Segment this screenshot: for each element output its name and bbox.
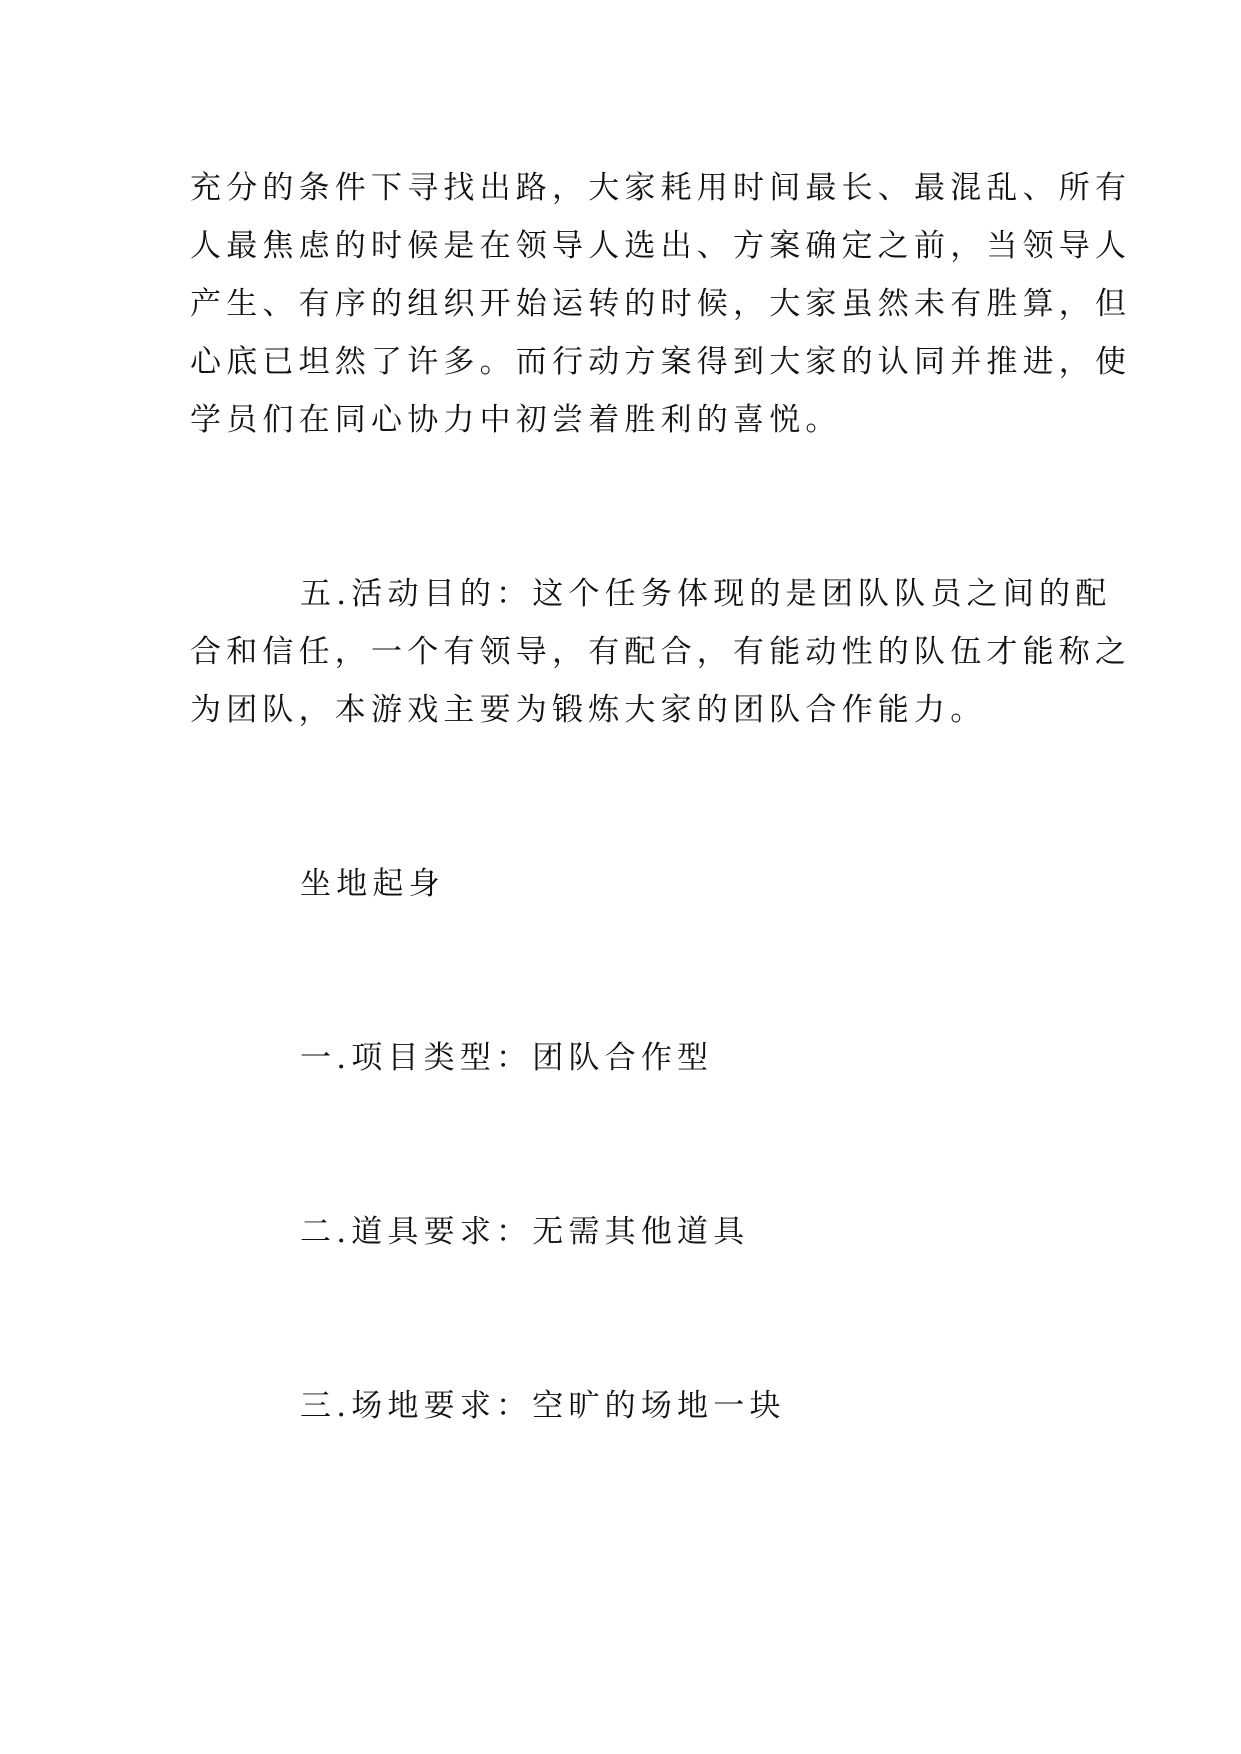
item-venue-requirement: 三.场地要求：空旷的场地一块 bbox=[300, 1388, 786, 1424]
paragraph-1-line-4: 心底已坦然了许多。而行动方案得到大家的认同并推进，使 bbox=[190, 344, 1132, 380]
paragraph-1-line-3: 产生、有序的组织开始运转的时候，大家虽然未有胜算，但 bbox=[190, 286, 1132, 322]
paragraph-2-line-2: 合和信任，一个有领导，有配合，有能动性的队伍才能称之 bbox=[190, 634, 1132, 670]
paragraph-1-line-2: 人最焦虑的时候是在领导人选出、方案确定之前，当领导人 bbox=[190, 228, 1132, 264]
section-title: 坐地起身 bbox=[300, 866, 445, 902]
paragraph-1-line-1: 充分的条件下寻找出路，大家耗用时间最长、最混乱、所有 bbox=[190, 170, 1132, 206]
item-project-type: 一.项目类型：团队合作型 bbox=[300, 1040, 714, 1076]
item-props-requirement: 二.道具要求：无需其他道具 bbox=[300, 1214, 750, 1250]
paragraph-2-line-1: 五.活动目的：这个任务体现的是团队队员之间的配 bbox=[300, 576, 1112, 612]
paragraph-1-line-5: 学员们在同心协力中初尝着胜利的喜悦。 bbox=[190, 402, 842, 438]
paragraph-2-line-3: 为团队，本游戏主要为锻炼大家的团队合作能力。 bbox=[190, 692, 987, 728]
